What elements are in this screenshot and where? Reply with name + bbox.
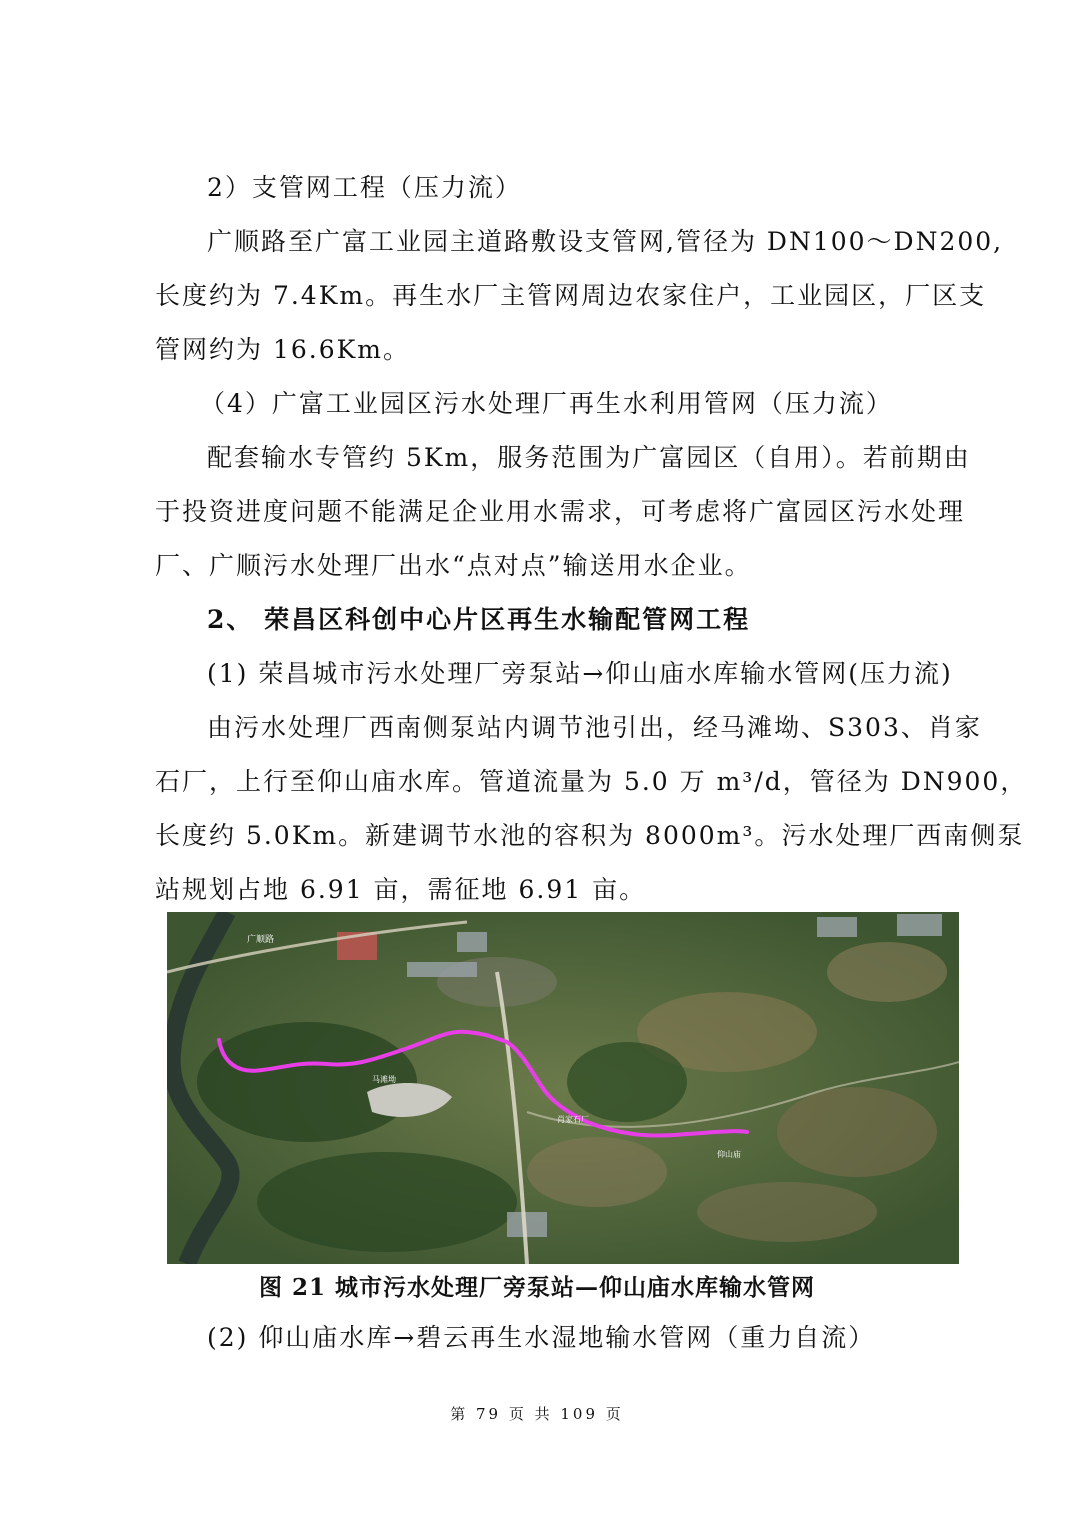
map-label: 广顺路: [247, 935, 275, 945]
map-label: 肖家石厂: [557, 1115, 589, 1124]
paragraph-line: 广顺路至广富工业园主道路敷设支管网,管径为 DN100～DN200,: [207, 227, 1004, 256]
satellite-map-figure: [167, 912, 959, 1264]
paragraph-line: 长度约 5.0Km。新建调节水池的容积为 8000m³。污水处理厂西南侧泵: [155, 821, 1025, 850]
paragraph-line: 石厂，上行至仰山庙水库。管道流量为 5.0 万 m³/d，管径为 DN900，: [155, 767, 1028, 796]
map-label: 马滩坳: [372, 1075, 396, 1084]
figure-caption: 图 21 城市污水处理厂旁泵站—仰山庙水库输水管网: [258, 1274, 816, 1301]
paragraph-line: 由污水处理厂西南侧泵站内调节池引出，经马滩坳、S303、肖家: [207, 713, 982, 742]
section-heading: 2、 荣昌区科创中心片区再生水输配管网工程: [207, 605, 751, 634]
subheading-reuse-network: （4）广富工业园区污水处理厂再生水利用管网（压力流）: [200, 389, 893, 418]
paragraph-line: 厂、广顺污水处理厂出水“点对点”输送用水企业。: [155, 551, 752, 580]
subheading-pipeline-1: (1) 荣昌城市污水处理厂旁泵站→仰山庙水库输水管网(压力流): [207, 659, 953, 688]
subheading-pipeline-2: (2) 仰山庙水库→碧云再生水湿地输水管网（重力自流）: [207, 1323, 876, 1352]
page-footer: 第 79 页 共 109 页: [450, 1405, 624, 1423]
subheading-branch-network: 2）支管网工程（压力流）: [207, 173, 522, 202]
paragraph-line: 站规划占地 6.91 亩，需征地 6.91 亩。: [155, 875, 647, 904]
paragraph-line: 配套输水专管约 5Km，服务范围为广富园区（自用）。若前期由: [207, 443, 971, 472]
paragraph-line: 于投资进度问题不能满足企业用水需求，可考虑将广富园区污水处理: [155, 497, 966, 526]
paragraph-line: 长度约为 7.4Km。再生水厂主管网周边农家住户，工业园区，厂区支: [155, 281, 987, 310]
map-label: 仰山庙: [717, 1150, 741, 1159]
paragraph-line: 管网约为 16.6Km。: [155, 335, 410, 364]
